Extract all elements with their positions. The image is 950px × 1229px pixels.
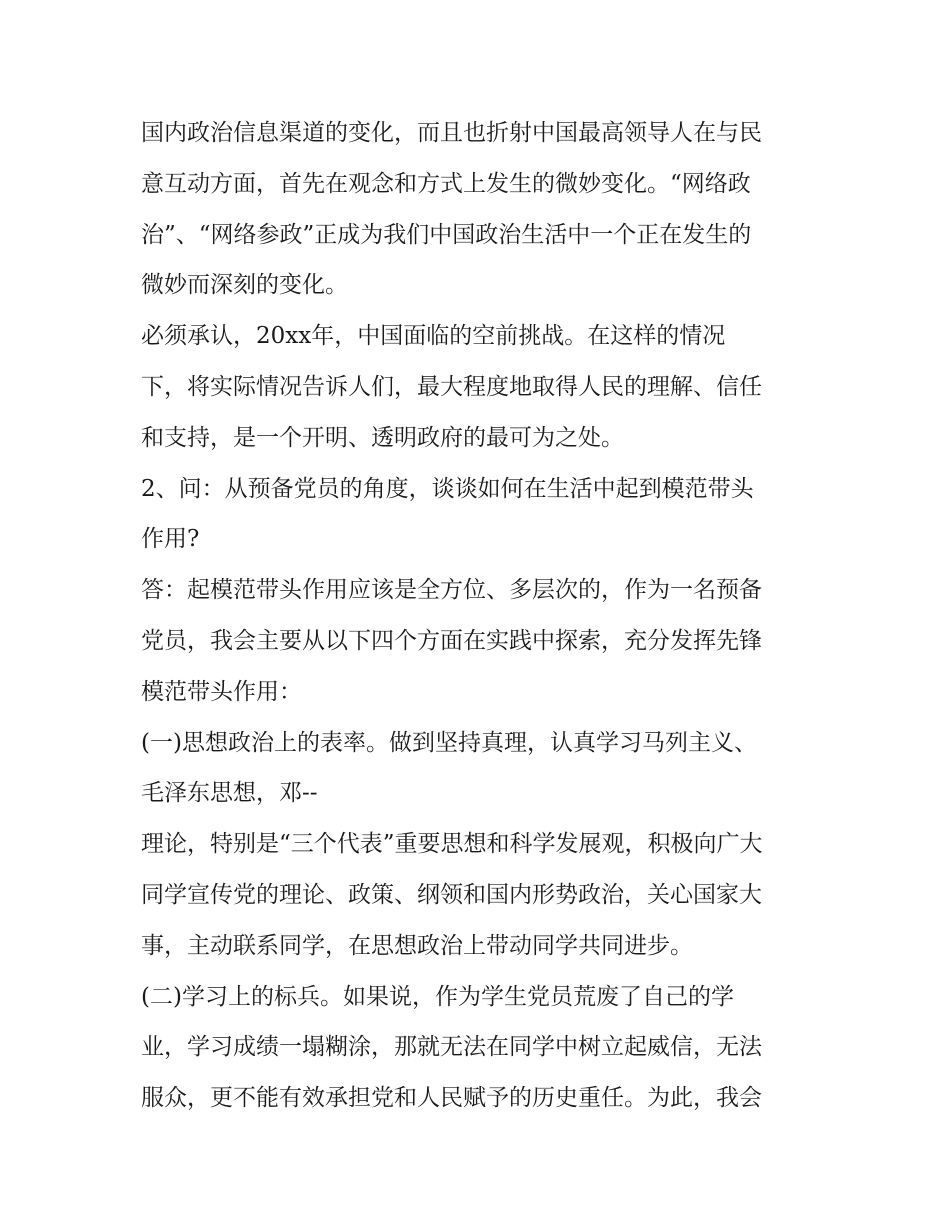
question-heading: 作用?	[141, 526, 200, 553]
text-line: 下，将实际情况告诉人们，最大程度地取得人民的理解、信任	[141, 373, 762, 400]
text-line: 同学宣传党的理论、政策、纲领和国内形势政治，关心国家大	[141, 881, 762, 908]
text-line: 和支持，是一个开明、透明政府的最可为之处。	[141, 424, 624, 451]
text-line: 业，学习成绩一塌糊涂，那就无法在同学中树立起威信，无法	[141, 1034, 762, 1061]
text-line: 毛泽东思想，邓--	[141, 780, 318, 807]
text-line: 党员，我会主要从以下四个方面在实践中探索，充分发挥先锋	[141, 627, 762, 654]
section-line: (一)思想政治上的表率。做到坚持真理，认真学习马列主义、	[141, 729, 757, 756]
text-line: 必须承认，20xx年，中国面临的空前挑战。在这样的情况	[141, 323, 726, 350]
text-line: 服众，更不能有效承担党和人民赋予的历史重任。为此，我会	[141, 1085, 762, 1112]
text-line: 理论，特别是“三个代表”重要思想和科学发展观，积极向广大	[141, 831, 763, 858]
text-line: 国内政治信息渠道的变化，而且也折射中国最高领导人在与民	[141, 120, 762, 146]
section-line: (二)学习上的标兵。如果说，作为学生党员荒废了自己的学	[141, 983, 734, 1010]
text-line: 模范带头作用：	[141, 678, 302, 705]
answer-line: 答：起模范带头作用应该是全方位、多层次的，作为一名预备	[141, 577, 762, 604]
text-line: 事，主动联系同学，在思想政治上带动同学共同进步。	[141, 932, 693, 959]
text-line: 微妙而深刻的变化。	[141, 272, 348, 299]
text-line: 意互动方面，首先在观念和方式上发生的微妙变化。“网络政	[141, 170, 751, 197]
text-line: 治”、“网络参政”正成为我们中国政治生活中一个正在发生的	[141, 221, 752, 248]
document-body	[141, 108, 821, 1124]
question-heading: 2、问：从预备党员的角度，谈谈如何在生活中起到模范带头	[141, 475, 754, 502]
